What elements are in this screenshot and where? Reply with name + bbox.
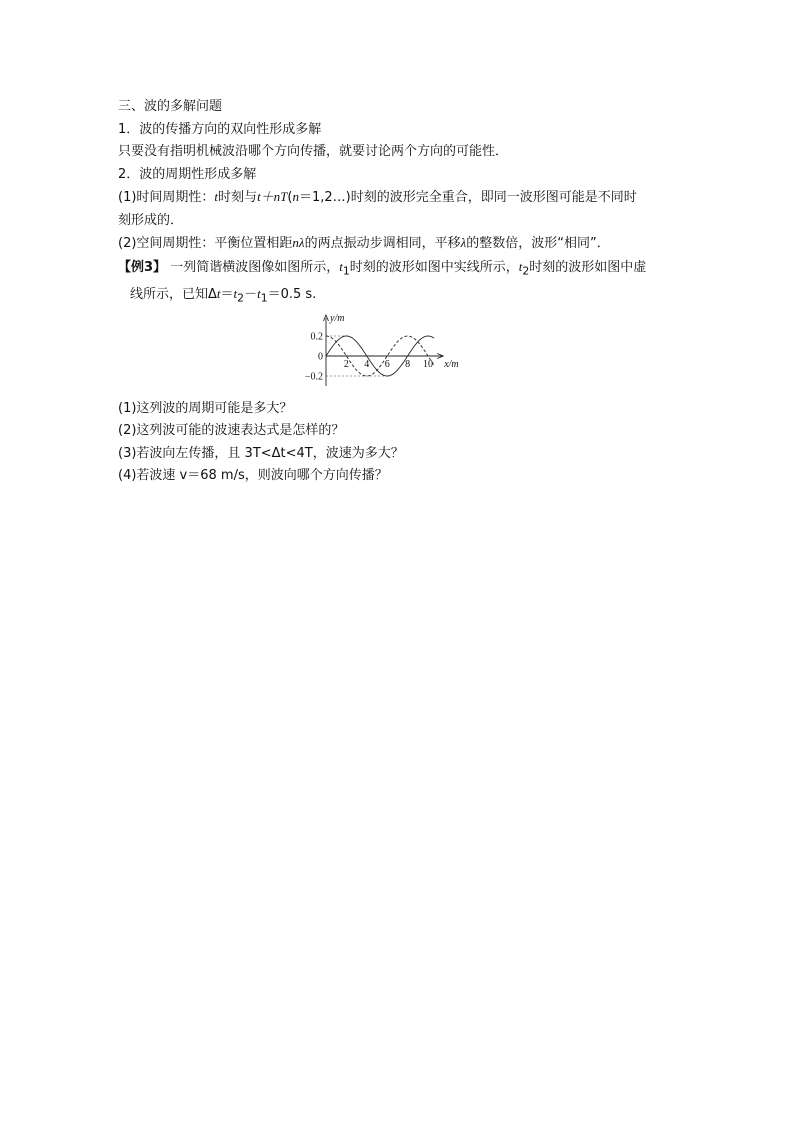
wave-figure xyxy=(118,312,678,392)
var-n: n xyxy=(292,189,299,204)
text-span: ＝1,2…)时刻的波形完全重合，即同一波形图可能是不同时 xyxy=(298,190,637,205)
question-2: (2)这列波可能的波速表达式是怎样的？ xyxy=(118,423,345,439)
var-lambda: λ xyxy=(460,235,467,250)
item2-heading: 2．波的周期性形成多解 xyxy=(118,166,257,182)
y-tick-label: 0 xyxy=(318,351,323,363)
var-t1: t xyxy=(257,285,261,301)
example-line xyxy=(118,256,678,283)
subscript: 2 xyxy=(522,264,530,278)
y-axis-label: y/m xyxy=(330,312,345,324)
subscript: 1 xyxy=(260,291,268,305)
x-axis-label: x/m xyxy=(444,358,459,370)
section-title: 三、波的多解问题 xyxy=(118,99,223,114)
x-tick-label: 6 xyxy=(384,358,390,370)
x-tick-label: 4 xyxy=(364,358,370,370)
item1-body: 只要没有指明机械波沿哪个方向传播，就要讨论两个方向的可能性． xyxy=(118,144,509,159)
text-span: 一列简谐横波图像如图所示， xyxy=(170,259,340,275)
text-span: (1)时间周期性： xyxy=(118,190,215,205)
var-t: t xyxy=(216,285,221,301)
space-periodicity-line xyxy=(118,232,678,256)
y-tick-label: 0.2 xyxy=(310,331,323,343)
text-span: 线所示，已知Δ xyxy=(130,286,217,302)
text-span: ( xyxy=(287,190,293,205)
document-page xyxy=(118,96,678,488)
question-3: (3)若波向左传播，且 3T<Δt<4T，波速为多大？ xyxy=(118,445,404,461)
x-tick-label: 10 xyxy=(423,358,433,370)
question-4: (4)若波速 v＝68 m/s，则波向哪个方向传播？ xyxy=(118,468,388,484)
y-tick-label: −0.2 xyxy=(304,371,323,383)
text-span: (2)空间周期性：平衡位置相距 xyxy=(118,236,293,251)
x-tick-label: 2 xyxy=(343,358,349,370)
question-1: (1)这列波的周期可能是多大？ xyxy=(118,400,293,416)
example-label: 【例3】 xyxy=(118,259,167,275)
var-n-lambda: nλ xyxy=(292,235,305,250)
text-span: 时刻的波形如图中虚 xyxy=(529,259,647,275)
wave-chart xyxy=(298,312,478,392)
var-t: t xyxy=(214,189,219,204)
text-span: 的两点振动步调相同，平移 xyxy=(304,236,461,251)
item1-heading: 1．波的传播方向的双向性形成多解 xyxy=(118,121,322,137)
example-cont-line xyxy=(118,283,678,310)
text-span: ＝0.5 s. xyxy=(267,286,317,302)
time-periodicity-cont: 刻形成的． xyxy=(118,212,184,228)
subscript: 1 xyxy=(342,264,350,278)
text-span: 时刻与 xyxy=(218,190,258,205)
text-span: 时刻的波形如图中实线所示， xyxy=(349,259,519,275)
time-periodicity-line xyxy=(118,186,678,210)
x-tick-label: 8 xyxy=(405,358,411,370)
expr-t-plus-nT: t＋nT xyxy=(257,189,288,204)
var-t2: t xyxy=(518,258,523,274)
subscript: 2 xyxy=(237,291,245,305)
var-t2: t xyxy=(233,285,238,301)
text-span: － xyxy=(244,286,258,302)
var-t1: t xyxy=(339,258,343,274)
text-span: 的整数倍，波形“相同”． xyxy=(466,236,610,251)
text-span: ＝ xyxy=(220,286,234,302)
